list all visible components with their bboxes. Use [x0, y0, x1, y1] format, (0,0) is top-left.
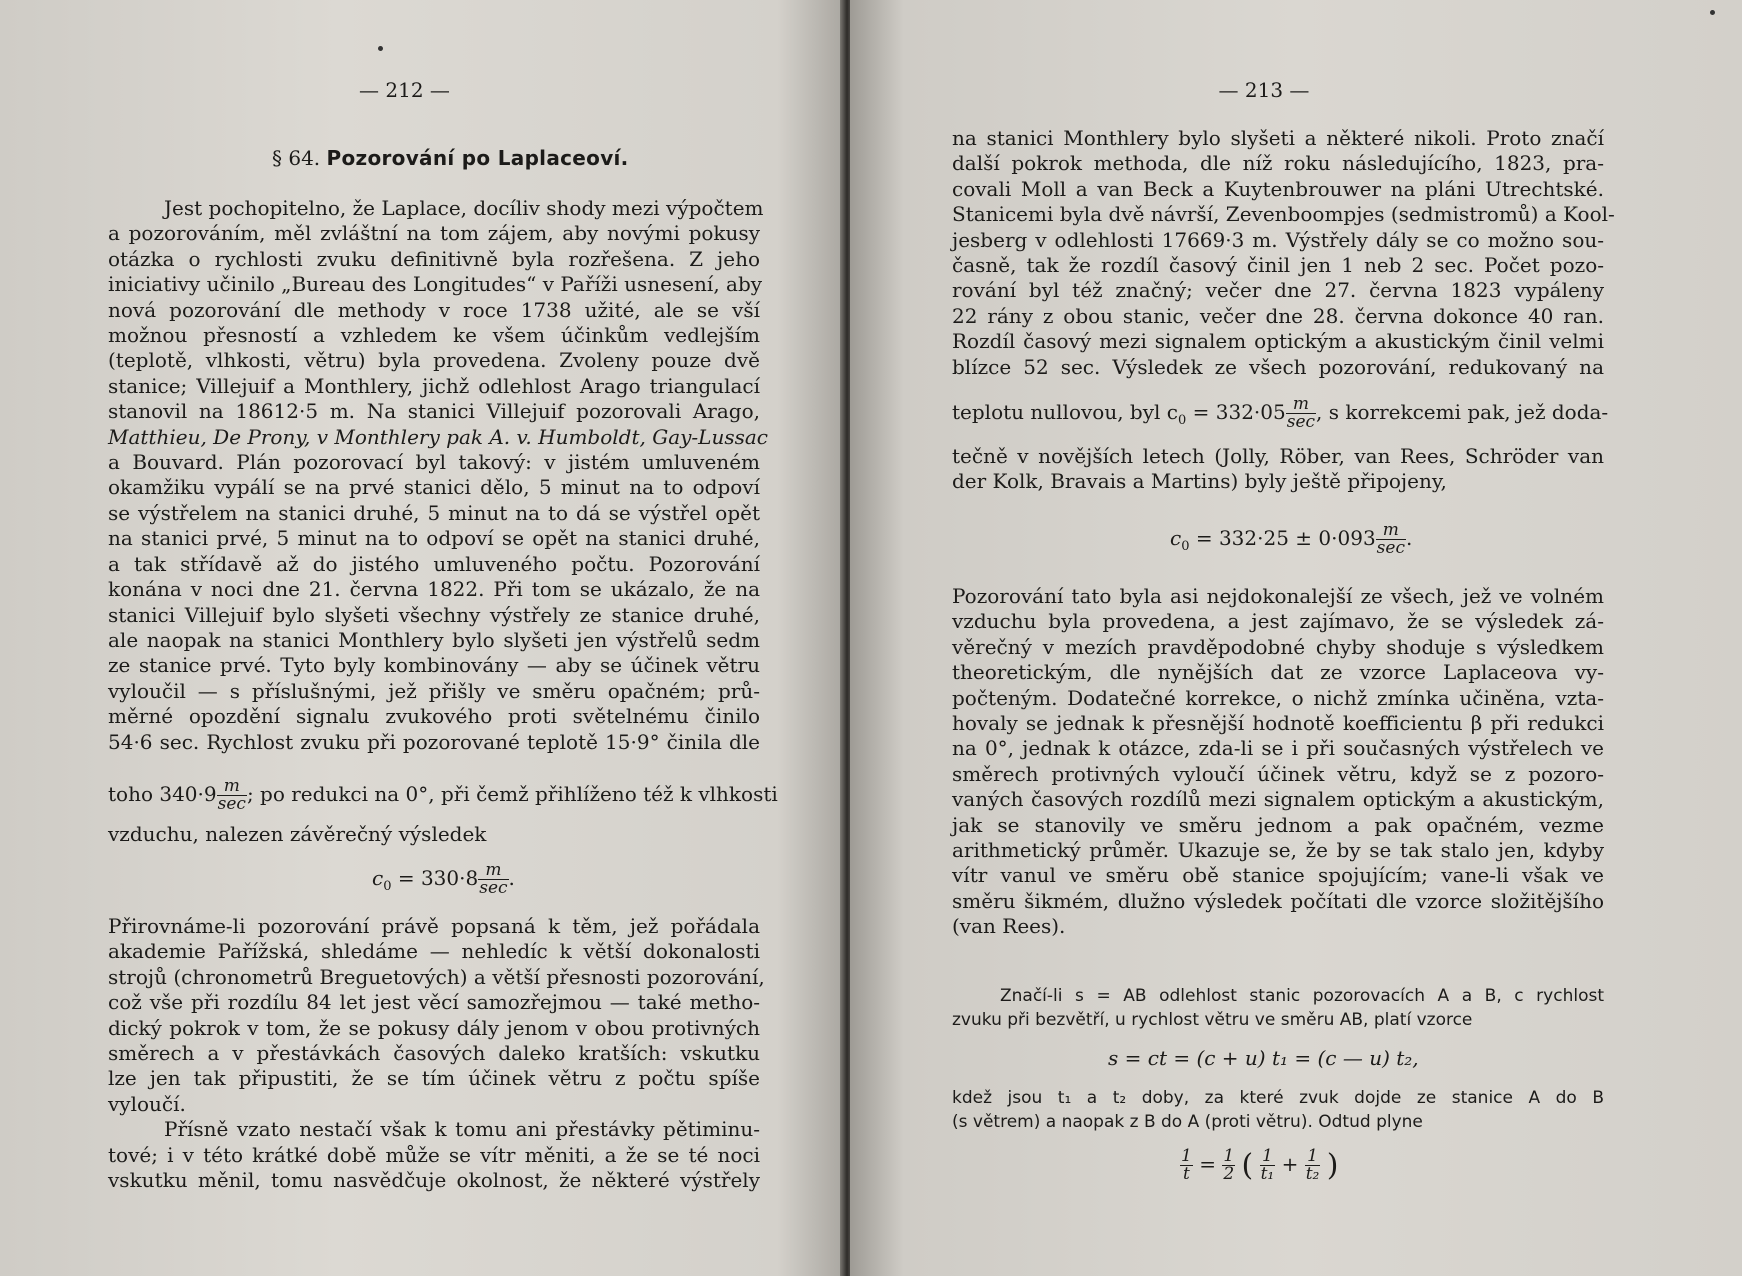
- toho-before: toho 340·9: [108, 782, 217, 806]
- text-line: časně, tak že rozdíl časový činil jen 1 neb 2 sec. Počet pozo-: [952, 253, 1604, 278]
- text-line: se výstřelem na stanici druhé, 5 minut na to dá se výstřel opět: [108, 500, 760, 525]
- eq-sub: 0: [1177, 413, 1187, 428]
- equation-c0-332: [1170, 522, 1412, 557]
- page-number-right: — 213 —: [1218, 78, 1310, 102]
- right-page: [850, 0, 1742, 1276]
- eq-var-c: c: [1170, 526, 1182, 550]
- fraction-m-sec: [217, 778, 247, 813]
- text-line: a pozorováním, měl zvláštní na tom zájem, aby novými pokusy: [108, 221, 760, 246]
- left-line-vzduchu: [108, 822, 760, 847]
- frac-den: sec: [1376, 538, 1405, 558]
- text-line: strojů (chronometrů Breguetových) a větší přesnosti pozorování,: [108, 964, 765, 989]
- text-line: kdež jsou t₁ a t₂ doby, za které zvuk dojde ze stanice A do B: [952, 1088, 1604, 1108]
- text-line: blízce 52 sec. Výsledek ze všech pozorování, redukovaný na: [952, 354, 1604, 379]
- frac-num: m: [478, 862, 508, 880]
- teplotu-after: , s korrekcemi pak, jež doda-: [1316, 400, 1609, 424]
- eq-var-c: c: [372, 866, 384, 890]
- text-line: Rozdíl časový mezi signalem optickým a akustickým činil velmi: [952, 329, 1604, 354]
- text-line: na stanici Monthlery bylo slyšeti a některé nikoli. Proto značí: [952, 126, 1604, 150]
- text-line: (teplotě, vlhkosti, větru) byla provedena. Zvoleny pouze dvě: [108, 348, 760, 373]
- frac-den: sec: [1286, 412, 1316, 432]
- text-line: der Kolk, Bravais a Martins) byly ještě připojeny,: [952, 469, 1447, 494]
- eq-equals: =: [1199, 1152, 1216, 1176]
- equation-s-ct: s = ct = (c + u) t₁ = (c — u) t₂,: [1108, 1046, 1419, 1070]
- eq-sub: 0: [383, 879, 392, 894]
- frac-den: t: [1182, 1164, 1190, 1184]
- text-line: 54·6 sec. Rychlost zvuku při pozorované teplotě 15·9° činila dle: [108, 729, 760, 754]
- page-number-left: — 212 —: [359, 78, 450, 102]
- line-toho: [108, 776, 778, 814]
- frac-den: t₂: [1305, 1164, 1320, 1184]
- line-teplotu: [952, 394, 1609, 432]
- text-line: vzduchu, nalezen závěrečný výsledek: [108, 822, 487, 846]
- frac-den: sec: [217, 794, 246, 814]
- text-line: možnou přesností a vzhledem ke všem účinkům vedlejším: [108, 323, 760, 348]
- teplotu-before: teplotu nullovou, byl c: [952, 400, 1178, 424]
- eq-mid: = 330·8: [391, 866, 479, 890]
- section-number: § 64.: [272, 146, 321, 170]
- frac-num: m: [1286, 396, 1316, 414]
- note-paragraph-2: [952, 1086, 1604, 1134]
- text-line: na stanici prvé, 5 minut na to odpoví se opět na stanici druhé,: [108, 526, 760, 551]
- section-heading: [272, 146, 629, 170]
- text-line: hovaly se jednak k přesnější hodnotě koefficientu β při redukci: [952, 711, 1604, 736]
- eq-sub: 0: [1181, 539, 1190, 554]
- text-line: stanice; Villejuif a Monthlery, jichž odlehlost Arago triangulací: [108, 373, 760, 398]
- text-line: (s větrem) a naopak z B do A (proti větru). Odtud plyne: [952, 1112, 1423, 1132]
- text-line: zvuku při bezvětří, u rychlost větru ve směru AB, platí vzorce: [952, 1010, 1473, 1030]
- text-line: nová pozorování dle methody v roce 1738 užité, ale se vší: [108, 297, 760, 322]
- eq-left-paren: (: [1241, 1148, 1254, 1183]
- left-page: [0, 0, 845, 1276]
- text-line: což vše při rozdílu 84 let jest věcí samozřejmou — také metho-: [108, 990, 760, 1015]
- left-paragraph-2: [108, 914, 765, 1193]
- fraction-1-t1: [1260, 1148, 1276, 1183]
- eq-end: .: [1405, 526, 1413, 550]
- text-line: lze jen tak připustiti, že se tím účinek větru z počtu spíše: [108, 1066, 760, 1091]
- right-paragraph-2: [952, 584, 1604, 940]
- text-line: směru šikmém, dlužno výsledek počítati dle vzorce složitějšího: [952, 888, 1604, 913]
- ink-speck: [378, 46, 383, 51]
- equation-c0-330: [372, 862, 515, 897]
- text-line: další pokrok methoda, dle níž roku následujícího, 1823, pra-: [952, 151, 1604, 176]
- text-line: směrech a v přestávkách časových daleko kratších: vskutku: [108, 1041, 760, 1066]
- text-line: Přísně vzato nestačí však k tomu ani přestávky pětiminu-: [164, 1117, 760, 1142]
- text-line: vaných časových rozdílů mezi signalem optickým a akustickým,: [952, 787, 1604, 812]
- text-line: arithmetický průměr. Ukazuje se, že by se tak stalo jen, kdyby: [952, 838, 1604, 863]
- fraction-1-t2: [1305, 1148, 1321, 1183]
- toho-after: ; po redukci na 0°, při čemž přihlíženo též k vlhkosti: [246, 782, 778, 806]
- text-line: Pozorování tato byla asi nejdokonalejší ze všech, jež ve volném: [952, 584, 1604, 608]
- fraction-m-sec: [1376, 522, 1406, 557]
- text-line: počteným. Dodatečné korrekce, o nichž zmínka učiněna, vzta-: [952, 685, 1604, 710]
- text-line: theoretickým, dle nynějších dat ze vzorce Laplaceova vy-: [952, 660, 1604, 685]
- text-line: covali Moll a van Beck a Kuytenbrouwer na pláni Utrechtské.: [952, 176, 1604, 201]
- fraction-1-2: [1222, 1148, 1235, 1183]
- text-line: tové; i v této krátké době může se vítr měniti, a že se té noci: [108, 1142, 760, 1167]
- text-line: Matthieu, De Prony, v Monthlery pak A. v. Humboldt, Gay-Lussac: [108, 424, 768, 449]
- text-line: vyloučí.: [108, 1091, 186, 1116]
- text-line: rování byl též značný; večer dne 27. června 1823 vypáleny: [952, 278, 1604, 303]
- text-line: a tak střídavě až do jistého umluveného počtu. Pozorování: [108, 551, 760, 576]
- text-line: 22 rány z obou stanic, večer dne 28. června dokonce 40 ran.: [952, 303, 1604, 328]
- frac-den: sec: [479, 878, 508, 898]
- frac-den: 2: [1223, 1164, 1235, 1184]
- eq-end: .: [508, 866, 515, 890]
- frac-num: m: [217, 778, 247, 796]
- frac-den: t₁: [1260, 1164, 1275, 1184]
- text-line: Přirovnáme-li pozorování právě popsaná k těm, jež pořádala: [108, 914, 760, 938]
- frac-num: 1: [1223, 1146, 1235, 1166]
- text-line: okamžiku vypálí se na prvé stanici dělo, 5 minut na to odpoví: [108, 475, 760, 500]
- fraction-m-sec: [478, 862, 508, 897]
- frac-num: 1: [1260, 1148, 1276, 1166]
- text-line: ze stanice prvé. Tyto byly kombinovány — aby se účinek větru: [108, 653, 760, 678]
- text-line: konána v noci dne 21. června 1822. Při tom se ukázalo, že na: [108, 577, 760, 602]
- text-line: věrečný v mezích pravděpodobné chyby shoduje s výsledkem: [952, 634, 1604, 659]
- text-line: (van Rees).: [952, 914, 1066, 939]
- text-line: stanovil na 18612·5 m. Na stanici Villejuif pozorovali Arago,: [108, 399, 760, 424]
- text-line: a Bouvard. Plán pozorovací byl takový: v jistém umluveném: [108, 450, 760, 475]
- text-line: Jest pochopitelno, že Laplace, docíliv shody mezi výpočtem: [164, 196, 764, 220]
- fraction-m-sec: [1286, 396, 1316, 431]
- frac-num: m: [1376, 522, 1406, 540]
- text-line: dický pokrok v tom, že se pokusy dály jenom v obou protivných: [108, 1015, 760, 1040]
- text-line: měrné opozdění signalu zvukového proti světelnému činilo: [108, 704, 760, 729]
- teplotu-mid: = 332·05: [1186, 400, 1286, 424]
- fraction-1-t: [1180, 1148, 1193, 1183]
- text-line: stanici Villejuif bylo slyšeti všechny výstřely ze stanice druhé,: [108, 602, 760, 627]
- section-title: Pozorování po Laplaceoví.: [326, 146, 629, 170]
- text-line: otázka o rychlosti zvuku definitivně byla rozřešena. Z jeho: [108, 246, 760, 271]
- eq-plus: +: [1281, 1152, 1299, 1176]
- eq-mid: = 332·25 ± 0·093: [1189, 526, 1376, 550]
- right-paragraph-1: [952, 126, 1615, 380]
- right-paragraph-1b: [952, 444, 1604, 495]
- text-line: směrech protivných vyloučí účinek větru, když se z pozoro-: [952, 761, 1604, 786]
- equation-reciprocal-t: [1180, 1148, 1338, 1183]
- text-line: jesberg v odlehlosti 17669·3 m. Výstřely dály se co možno sou-: [952, 227, 1604, 252]
- text-line: Stanicemi byla dvě návrší, Zevenboompjes (sedmistromů) a Kool-: [952, 202, 1615, 227]
- text-line: tečně v novějších letech (Jolly, Röber, van Rees, Schröder van: [952, 444, 1604, 468]
- eq-right-paren: ): [1326, 1148, 1339, 1183]
- text-line: Značí-li s = AB odlehlost stanic pozorovacích A a B, c rychlost: [1000, 986, 1604, 1006]
- text-line: jak se stanovily ve směru jednom a pak opačném, vezme: [952, 812, 1604, 837]
- text-line: iniciativy učinilo „Bureau des Longitudes“ v Paříži usnesení, aby: [108, 272, 763, 297]
- frac-num: 1: [1305, 1148, 1321, 1166]
- text-line: vyloučil — s příslušnými, jež přišly ve směru opačném; prů-: [108, 678, 760, 703]
- note-paragraph-1: [952, 984, 1604, 1032]
- text-line: vzduchu byla provedena, a jest zajímavo, že se výsledek zá-: [952, 609, 1604, 634]
- ink-speck: [1710, 10, 1715, 15]
- text-line: vskutku měnil, tomu nasvědčuje okolnost, že některé výstřely: [108, 1168, 760, 1193]
- text-line: akademie Pařížská, shledáme — nehledíc k větší dokonalosti: [108, 939, 760, 964]
- text-line: vítr vanul ve směru obě stanice spojujícím; vane-li však ve: [952, 863, 1604, 888]
- text-line: ale naopak na stanici Monthlery bylo slyšeti jen výstřelů sedm: [108, 627, 760, 652]
- left-paragraph-1: [108, 196, 768, 755]
- frac-num: 1: [1181, 1146, 1192, 1166]
- text-line: na 0°, jednak k otázce, zda-li se i při současných výstřelech ve: [952, 736, 1604, 761]
